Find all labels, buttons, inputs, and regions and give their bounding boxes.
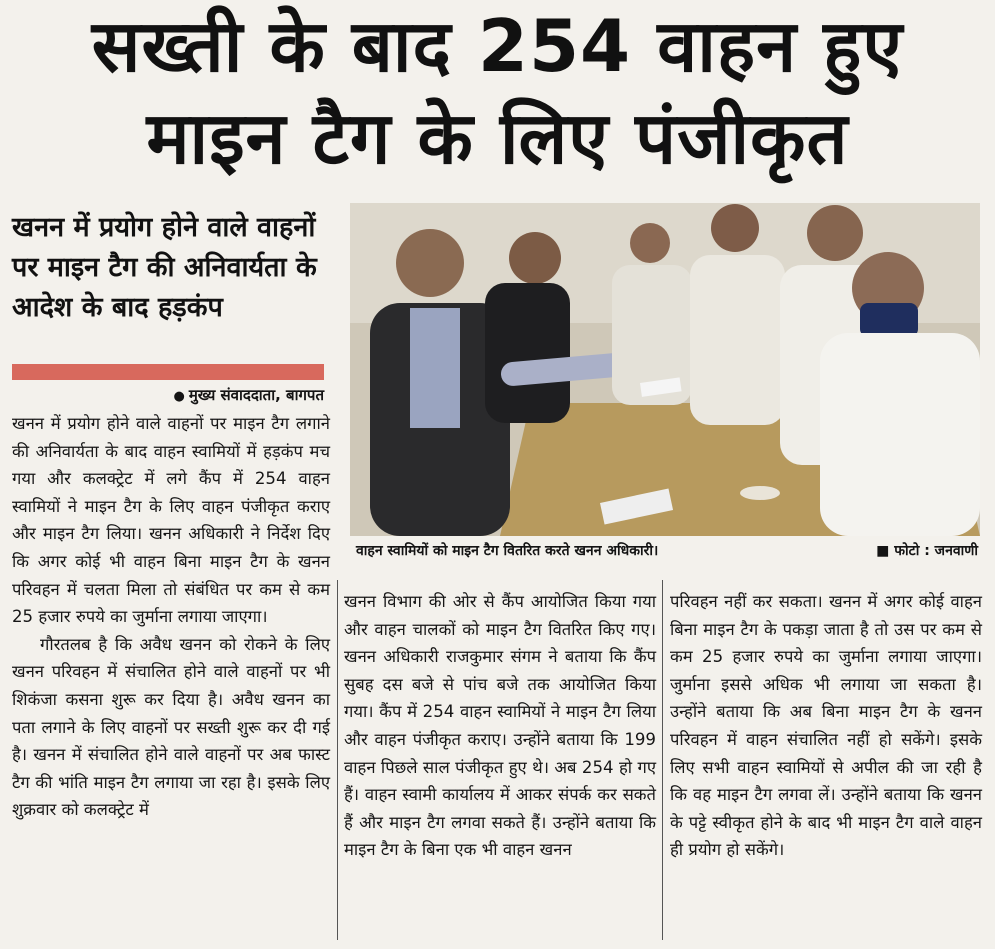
article-paragraph: गौरतलब है कि अवैध खनन को रोकने के लिए खनन परिवहन में संचालित होने वाले वाहनों पर भी शिकंजा कसना शुरू कर दिया है। अवैध खनन का पता लगाने के लिए वाहनों पर सख्ती शुरू कर दी गई है। खनन में संचालित होने वाले वाहनों पर अब फास्ट टैग की भांति माइन टैग लगाया जा रहा है। इसके लिए शुक्रवार को कलक्ट्रेट में	[12, 634, 330, 820]
article-paragraph: खनन विभाग की ओर से कैंप आयोजित किया गया और वाहन चालकों को माइन टैग वितरित किए गए। खनन अधिकारी राजकुमार संगम ने बताया कि कैंप सुबह दस बजे से पांच बजे तक आयोजित किया गया। कैंप में 254 वाहन स्वामियों ने माइन टैग लिया और वाहन पंजीकृत कराए। उन्होंने बताया कि 199 वाहन पिछले साल पंजीकृत हुए थे। अब 254 हो गए हैं। वाहन स्वामी कार्यालय में आकर संपर्क कर सकते हैं और माइन टैग लगवा सकते हैं। उन्होंने बताया कि माइन टैग के बिना एक भी वाहन खनन	[344, 592, 656, 860]
photo-illustration	[350, 203, 980, 536]
photo-credit-wrap	[876, 541, 978, 560]
square-bullet-icon: ■	[876, 543, 895, 559]
article-paragraph: खनन में प्रयोग होने वाले वाहनों पर माइन टैग लगाने की अनिवार्यता के बाद वाहन स्वामियों में हड़कंप मच गया और कलक्ट्रेट में लगे कैंप में 254 वाहन स्वामियों ने माइन टैग के लिए वाहन पंजीकृत कराए और माइन टैग लिया। खनन अधिकारी ने निर्देश दिए कि अगर कोई भी वाहन बिना माइन टैग के खनन परिवहन में चलता मिला तो संबंधित पर कम से कम 25 हजार रुपये का जुर्माना लगाया जाएगा।	[12, 414, 330, 627]
headline	[0, 0, 995, 200]
photo-credit: फोटो : जनवाणी	[894, 543, 978, 559]
article-column-3	[670, 588, 982, 864]
subheadline: खनन में प्रयोग होने वाले वाहनों पर माइन टैग की अनिवार्यता के आदेश के बाद हड़कंप	[12, 212, 317, 323]
photo-caption-row	[350, 541, 980, 563]
byline	[12, 385, 324, 407]
bullet-icon: ●	[173, 389, 185, 404]
column-divider	[662, 580, 663, 940]
photo-caption: वाहन स्वामियों को माइन टैग वितरित करते खनन अधिकारी।	[356, 543, 659, 559]
article-column-2	[344, 588, 656, 864]
article-column-1	[12, 410, 330, 824]
column-divider	[337, 580, 338, 940]
news-photo	[350, 203, 980, 536]
article-paragraph: परिवहन नहीं कर सकता। खनन में अगर कोई वाहन बिना माइन टैग के पकड़ा जाता है तो उस पर कम से कम 25 हजार रुपये का जुर्माना लगाया जाएगा। जुर्माना इससे अधिक भी लगाया जा सकता है। उन्होंने बताया कि अब बिना माइन टैग के खनन परिवहन में वाहन संचालित नहीं हो सकेंगे। इसके लिए सभी वाहन स्वामियों से अपील की जा रही है कि वह माइन टैग लगवा लें। उन्होंने बताया कि खनन के पट्टे स्वीकृत होने के बाद भी माइन टैग वाले वाहन ही प्रयोग हो सकेंगे।	[670, 592, 982, 860]
byline-text: मुख्य संवाददाता, बागपत	[188, 386, 324, 404]
headline-line-1: सख्ती के बाद 254 वाहन हुए	[91, 4, 904, 88]
headline-line-2: माइन टैग के लिए पंजीकृत	[146, 96, 849, 180]
accent-bar	[12, 364, 324, 380]
